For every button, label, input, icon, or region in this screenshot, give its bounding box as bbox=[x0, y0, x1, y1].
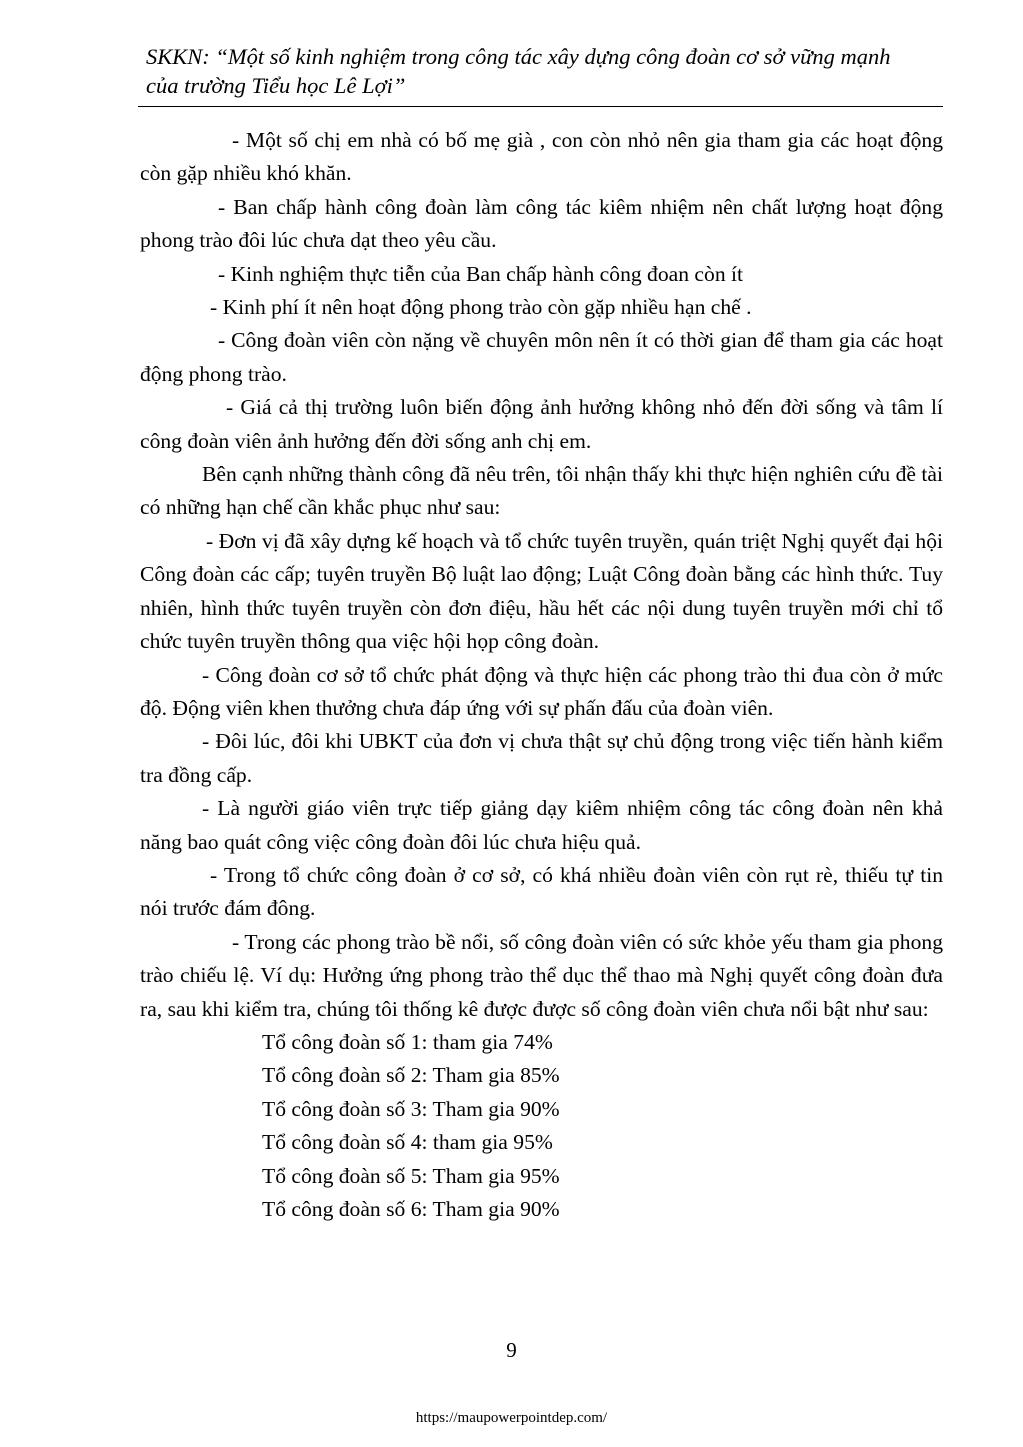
paragraph-propaganda: - Đơn vị đã xây dựng kế hoạch và tổ chức tuyên truyền, quán triệt Nghị quyết đại hội Công đoàn các cấp; tuyên truyền Bộ luật lao động; Luật Công đoàn bằng các hình thức. Tuy nhiên, hình thức tuyên truyền còn đơn điệu, hầu hết các nội dung tuyên truyền mới chỉ tổ chức tuyên truyền thông qua việc hội họp công đoàn. bbox=[140, 528, 943, 654]
stat-item-group-5: Tổ công đoàn số 5: Tham gia 95% bbox=[262, 1163, 560, 1188]
page-number: 9 bbox=[506, 1338, 517, 1362]
paragraph-limitations-intro: Bên cạnh những thành công đã nêu trên, tôi nhận thấy khi thực hiện nghiên cứu đề tài có những hạn chế cần khắc phục như sau: bbox=[140, 462, 943, 520]
stat-item-group-3: Tổ công đoàn số 3: Tham gia 90% bbox=[262, 1096, 560, 1121]
stat-item-group-1: Tổ công đoàn số 1: tham gia 74% bbox=[262, 1029, 553, 1054]
header-title-line-1: SKKN: “Một số kinh nghiệm trong công tác xây dựng công đoàn cơ sở vững mạnh bbox=[146, 44, 891, 69]
document-header bbox=[140, 42, 943, 100]
paragraph-family-difficulties: - Một số chị em nhà có bố mẹ già , con còn nhỏ nên gia tham gia các hoạt động còn gặp nhiều khó khăn. bbox=[140, 128, 943, 186]
participation-stats-list bbox=[140, 1026, 943, 1226]
header-divider bbox=[138, 106, 943, 107]
paragraph-shyness: - Trong tổ chức công đoàn ở cơ sở, có khá nhiều đoàn viên còn rụt rè, thiếu tự tin nói trước đám đông. bbox=[140, 862, 943, 921]
footer-url[interactable]: https://maupowerpointdep.com/ bbox=[415, 1410, 608, 1426]
paragraph-experience: - Kinh nghiệm thực tiễn của Ban chấp hành công đoan còn ít bbox=[218, 261, 744, 286]
paragraph-market-prices: - Giá cả thị trường luôn biến động ảnh hưởng không nhỏ đến đời sống và tâm lí công đoàn viên ảnh hưởng đến đời sống anh chị em. bbox=[140, 395, 943, 453]
paragraph-emulation: - Công đoàn cơ sở tổ chức phát động và thực hiện các phong trào thi đua còn ở mức độ. Động viên khen thưởng chưa đáp ứng với sự phấn đấu của đoàn viên. bbox=[140, 662, 943, 720]
document-body bbox=[140, 124, 943, 1226]
paragraph-health: - Trong các phong trào bề nổi, số công đoàn viên có sức khỏe yếu tham gia phong trào chiếu lệ. Ví dụ: Hưởng ứng phong trào thể dục thể thao mà Nghị quyết công đoàn đưa ra, sau khi kiểm tra, chúng tôi thống kê được được số công đoàn viên chưa nổi bật như sau: bbox=[140, 929, 943, 1021]
stat-item-group-4: Tổ công đoàn số 4: tham gia 95% bbox=[262, 1130, 553, 1155]
stat-item-group-6: Tổ công đoàn số 6: Tham gia 90% bbox=[262, 1197, 560, 1221]
paragraph-inspection: - Đôi lúc, đôi khi UBKT của đơn vị chưa thật sự chủ động trong việc tiến hành kiểm tra đồng cấp. bbox=[140, 729, 943, 787]
paragraph-teacher-role: - Là người giáo viên trực tiếp giảng dạy kiêm nhiệm công tác công đoàn nên khả năng bao quát công việc công đoàn đôi lúc chưa hiệu quả. bbox=[140, 796, 943, 854]
header-title-line-2: của trường Tiểu học Lê Lợi” bbox=[146, 73, 406, 98]
paragraph-executive-committee: - Ban chấp hành công đoàn làm công tác kiêm nhiệm nên chất lượng hoạt động phong trào đôi lúc chưa dạt theo yêu cầu. bbox=[140, 194, 943, 253]
stat-item-group-2: Tổ công đoàn số 2: Tham gia 85% bbox=[262, 1063, 560, 1088]
paragraph-workload: - Công đoàn viên còn nặng về chuyên môn nên ít có thời gian để tham gia các hoạt động phong trào. bbox=[140, 328, 943, 386]
paragraph-funding: - Kinh phí ít nên hoạt động phong trào còn gặp nhiều hạn chế . bbox=[210, 295, 752, 320]
